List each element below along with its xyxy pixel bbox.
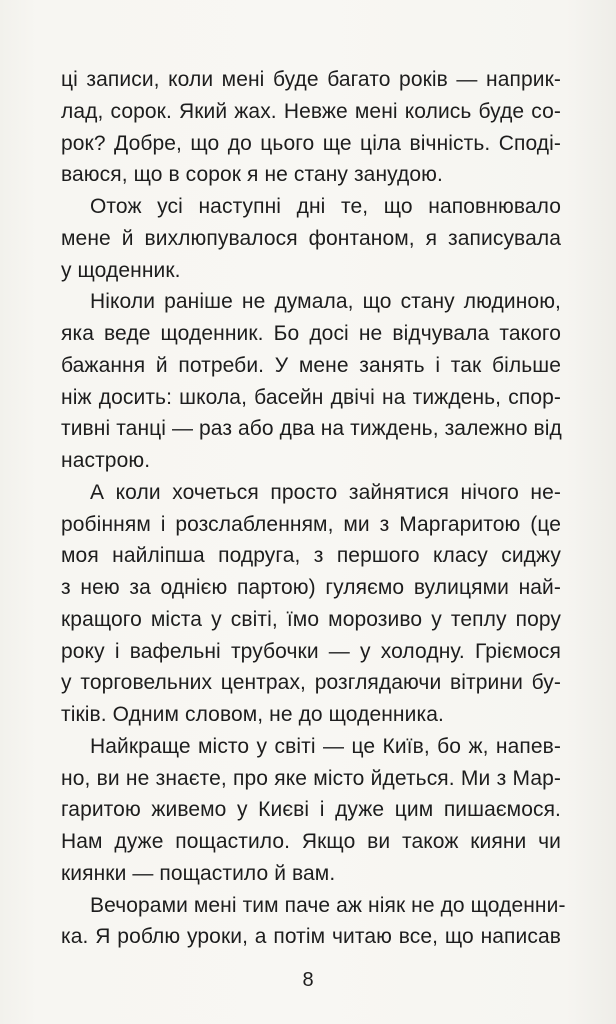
text-line: робінням і розслабленням, ми з Маргаритою (це <box>61 512 561 536</box>
paragraph-first-line: Ніколи раніше не думала, що стану людиною, <box>90 290 561 314</box>
text-line: бажання й потреби. У мене занять і так більше <box>61 353 561 377</box>
body-text <box>61 64 566 953</box>
text-line: ваюся, що в сорок я не стану занудою. <box>61 163 443 187</box>
text-line: гаритою живемо у Києві і дуже цим пишаємося. <box>61 798 561 822</box>
paragraph-first-line: Вечорами мені тим паче аж ніяк не до щоденни- <box>90 893 566 917</box>
text-line: мене й вихлюпувалося фонтаном, я записувала <box>61 226 561 250</box>
text-line: року і вафельні трубочки — у холодну. Гріємося <box>61 639 561 663</box>
text-line: Нам дуже пощастило. Якщо ви також кияни чи <box>61 830 561 853</box>
text-line: лад, сорок. Який жах. Невже мені колись буде со- <box>61 99 561 123</box>
text-line: моя найліпша подруга, з першого класу сиджу <box>61 544 561 568</box>
text-line: ніж досить: школа, басейн двічі на тиждень, спор- <box>61 385 561 409</box>
text-line: у щоденник. <box>61 258 181 282</box>
text-line: рок? Добре, що до цього ще ціла вічність. Сподi- <box>61 131 561 155</box>
paragraph-first-line: А коли хочеться просто зайнятися нічого не- <box>90 480 561 504</box>
text-line: настрою. <box>61 449 151 472</box>
text-line: ці записи, коли мені буде багато років — наприк- <box>61 68 561 91</box>
paragraph-first-line: Найкраще місто у світі — це Київ, бо ж, напев- <box>90 734 561 758</box>
text-line: тіків. Одним словом, не до щоденника. <box>61 703 444 726</box>
text-line: у торговельних центрах, розглядаючи вітрини бу- <box>61 671 561 695</box>
text-line: яка веде щоденник. Бо досі не відчувала такого <box>61 322 561 345</box>
page-number: 8 <box>302 969 314 991</box>
paragraph-first-line: Отож усі наступні дні те, що наповнювало <box>90 195 561 218</box>
text-line: ка. Я роблю уроки, а потім читаю все, що написав <box>61 925 561 949</box>
text-line: кращого міста у світі, їмо морозиво у теплу пору <box>61 607 561 631</box>
text-line: тивні танці — раз або два на тиждень, залежно від <box>61 417 562 441</box>
text-line: но, ви не знаєте, про яке місто йдеться. Ми з Мар- <box>61 766 561 790</box>
text-line: киянки — пощастило й вам. <box>61 861 336 885</box>
text-line: з нею за однією партою) гуляємо вулицями най- <box>61 576 561 599</box>
